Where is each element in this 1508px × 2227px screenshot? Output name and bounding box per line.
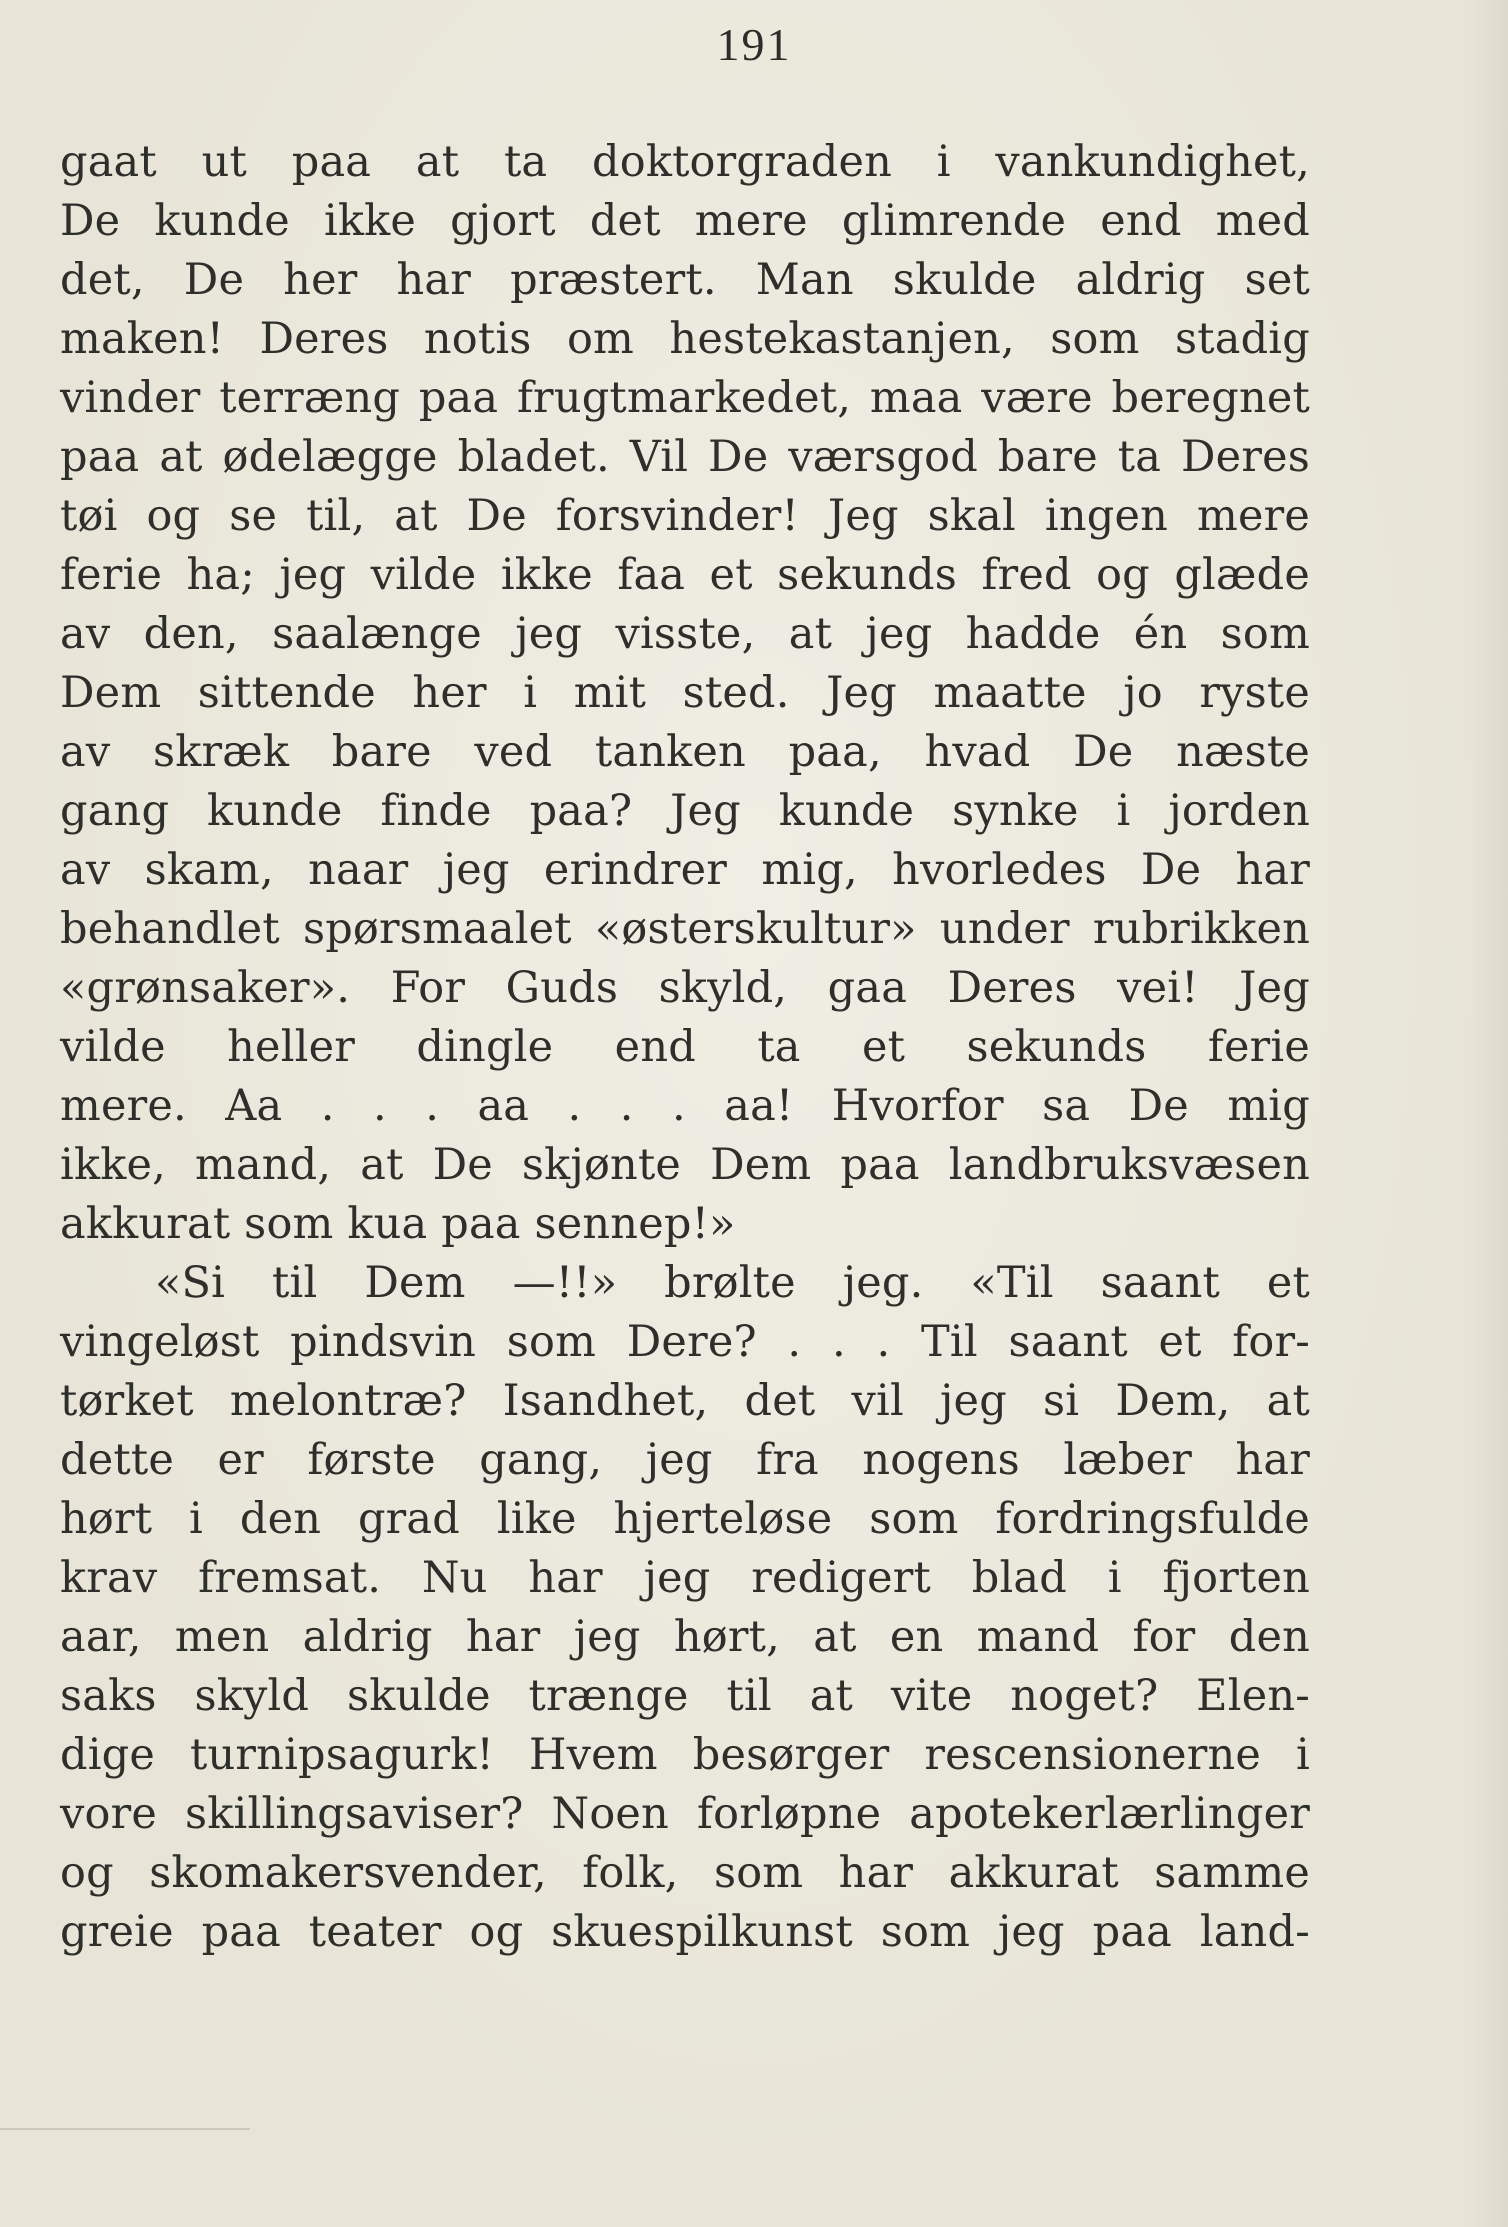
text-line: Dem sittende her i mit sted. Jeg maatte jo ryste xyxy=(60,668,1310,718)
page-edge-shadow xyxy=(1468,0,1508,2227)
text-line: vingeløst pindsvin som Dere? . . . Til saant et for- xyxy=(60,1317,1310,1367)
text-line: akkurat som kua paa sennep!» xyxy=(60,1199,736,1249)
text-line: greie paa teater og skuespilkunst som jeg paa land- xyxy=(60,1907,1310,1957)
text-line: krav fremsat. Nu har jeg redigert blad i fjorten xyxy=(60,1553,1310,1603)
text-line: behandlet spørsmaalet «østerskultur» under rubrikken xyxy=(60,904,1310,954)
text-line: mere. Aa . . . aa . . . aa! Hvorfor sa De mig xyxy=(60,1081,1310,1131)
text-line: gaat ut paa at ta doktorgraden i vankundighet, xyxy=(60,137,1310,187)
text-line: tøi og se til, at De forsvinder! Jeg skal ingen mere xyxy=(60,491,1310,541)
text-line: ferie ha; jeg vilde ikke faa et sekunds fred og glæde xyxy=(60,550,1310,600)
text-line: aar, men aldrig har jeg hørt, at en mand for den xyxy=(60,1612,1310,1662)
text-line: hørt i den grad like hjerteløse som fordringsfulde xyxy=(60,1494,1310,1544)
text-line: paa at ødelægge bladet. Vil De værsgod bare ta Deres xyxy=(60,432,1310,482)
page-number: 191 xyxy=(716,19,792,70)
text-line: vilde heller dingle end ta et sekunds ferie xyxy=(60,1022,1310,1072)
text-line: av skræk bare ved tanken paa, hvad De næste xyxy=(60,727,1310,777)
text-line: vinder terræng paa frugtmarkedet, maa være beregnet xyxy=(60,373,1310,423)
text-line: av den, saalænge jeg visste, at jeg hadde én som xyxy=(60,609,1310,659)
text-line: vore skillingsaviser? Noen forløpne apotekerlærlinger xyxy=(60,1789,1310,1839)
text-line: det, De her har præstert. Man skulde aldrig set xyxy=(60,255,1310,305)
text-line: maken! Deres notis om hestekastanjen, som stadig xyxy=(60,314,1310,364)
text-line: «Si til Dem —!!» brølte jeg. «Til saant et xyxy=(155,1258,1310,1308)
text-line: tørket melontræ? Isandhet, det vil jeg si Dem, at xyxy=(60,1376,1310,1426)
body-text xyxy=(60,133,1310,1962)
text-line: De kunde ikke gjort det mere glimrende end med xyxy=(60,196,1310,246)
text-line: gang kunde finde paa? Jeg kunde synke i jorden xyxy=(60,786,1310,836)
scan-artifact-line xyxy=(0,2128,250,2130)
text-line: og skomakersvender, folk, som har akkurat samme xyxy=(60,1848,1310,1898)
text-line: dige turnipsagurk! Hvem besørger rescensionerne i xyxy=(60,1730,1310,1780)
text-line: saks skyld skulde trænge til at vite noget? Elen- xyxy=(60,1671,1310,1721)
text-line: «grønsaker». For Guds skyld, gaa Deres vei! Jeg xyxy=(60,963,1310,1013)
text-line: av skam, naar jeg erindrer mig, hvorledes De har xyxy=(60,845,1310,895)
text-line: dette er første gang, jeg fra nogens læber har xyxy=(60,1435,1310,1485)
text-line: ikke, mand, at De skjønte Dem paa landbruksvæsen xyxy=(60,1140,1310,1190)
